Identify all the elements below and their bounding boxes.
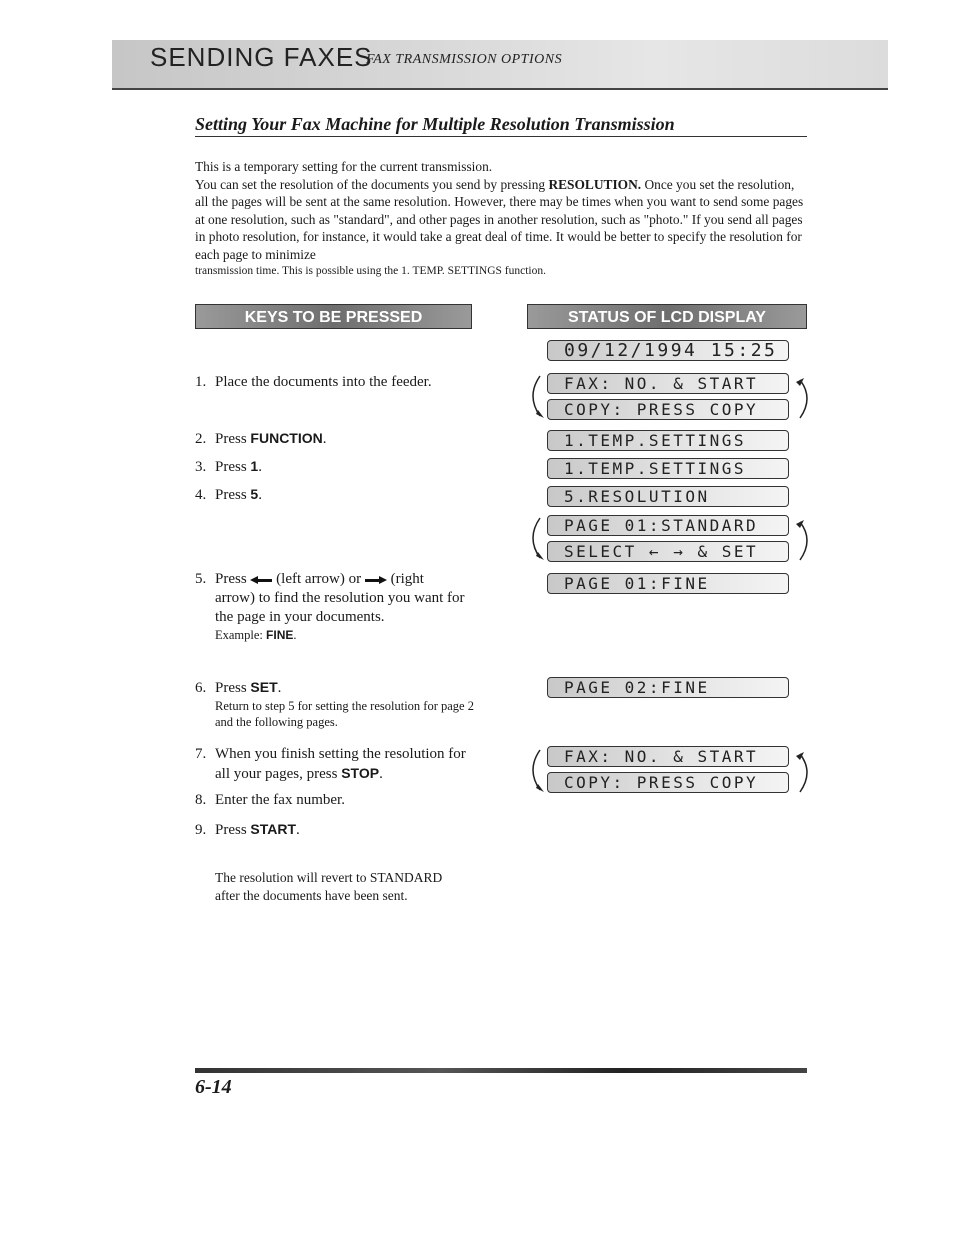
step-5-line — [195, 570, 475, 589]
step-punct: . — [258, 487, 262, 503]
resolution-key-ref: RESOLUTION. — [548, 176, 642, 192]
step-number: 6. — [195, 680, 207, 696]
chapter-subtitle: FAX TRANSMISSION OPTIONS — [366, 52, 563, 67]
step-punct: . — [258, 459, 262, 475]
step-text: Press — [215, 459, 251, 475]
step-text: Press — [215, 487, 251, 503]
step-number: 4. — [195, 487, 207, 503]
step-number: 1. — [195, 374, 207, 390]
status-column-header: STATUS OF LCD DISPLAY — [527, 304, 807, 329]
set-key: SET — [250, 679, 278, 695]
footer-rule — [195, 1068, 807, 1073]
step-8 — [195, 791, 475, 810]
step-1 — [195, 373, 475, 392]
intro-text — [195, 158, 807, 281]
step-number: 2. — [195, 431, 207, 447]
step-2 — [195, 429, 475, 449]
section-title: Setting Your Fax Machine for Multiple Resolution Transmission — [195, 114, 675, 134]
lcd-fax-no-start: FAX: NO. & START — [547, 373, 789, 394]
example-label: Example: — [215, 628, 267, 642]
step-number: 8. — [195, 792, 207, 808]
title-underline — [195, 136, 807, 137]
step-6 — [195, 678, 475, 730]
intro-p2-post: Once you set the resolution, all the pages will be sent at the same resolution. However, there may be times when you want to send some pages at one resolution, such as "standard", and other pages in another resolution, such as "photo." If you send all pages in photo resolution, for instance, it would take a great deal of time. It would be better to specify the resolution for each page to minimize — [195, 176, 804, 262]
step-5 — [195, 570, 475, 643]
key-1: 1 — [250, 458, 259, 474]
intro-small-line: transmission time. This is possible using the 1. TEMP. SETTINGS function. — [195, 265, 546, 277]
step-text: Press — [215, 680, 251, 696]
lcd-resolution: 5.RESOLUTION — [547, 486, 789, 507]
step-text: Press — [215, 571, 247, 587]
step-6-line — [195, 678, 475, 698]
step-3 — [195, 457, 475, 477]
step-text: (left arrow) or — [272, 571, 365, 587]
example-fine: FINE — [266, 628, 294, 642]
key-5: 5 — [250, 486, 259, 502]
start-key: START — [250, 821, 297, 837]
step-text: When you finish setting the resolution for all your pages, press — [215, 746, 466, 782]
step-text: Press — [215, 822, 251, 838]
chapter-title: SENDING FAXES — [150, 42, 373, 72]
step-number: 5. — [195, 571, 207, 587]
step-text: Enter the fax number. — [215, 792, 345, 808]
step-4 — [195, 485, 475, 505]
step-7 — [195, 745, 475, 784]
step-7-text — [215, 745, 475, 784]
step-9 — [195, 820, 475, 840]
lcd-page01-standard: PAGE 01:STANDARD — [547, 515, 789, 536]
step-text: Press — [215, 431, 251, 447]
intro-paragraph — [195, 176, 807, 264]
lcd-temp-settings-1: 1.TEMP.SETTINGS — [547, 430, 789, 451]
lcd-copy-press-copy-2: COPY: PRESS COPY — [547, 772, 789, 793]
left-arrow-icon — [250, 577, 272, 583]
step-number: 7. — [195, 746, 207, 762]
step-5-continuation: arrow) to find the resolution you want for the page in your documents. — [215, 590, 465, 625]
lcd-datetime: 09/12/1994 15:25 — [547, 340, 789, 361]
right-arrow-icon — [365, 577, 387, 583]
step-6-note: Return to step 5 for setting the resolution for page 2 and the following pages. — [215, 699, 474, 729]
function-key: FUNCTION — [250, 430, 323, 446]
step-punct: . — [379, 766, 383, 782]
example-punct: . — [293, 628, 297, 642]
lcd-temp-settings-2: 1.TEMP.SETTINGS — [547, 458, 789, 479]
step-number: 9. — [195, 822, 207, 838]
step-punct: . — [322, 431, 327, 447]
step-punct: . — [277, 680, 282, 696]
lcd-select-set: SELECT ← → & SET — [547, 541, 789, 562]
lcd-page01-fine: PAGE 01:FINE — [547, 573, 789, 594]
intro-p2-pre: You can set the resolution of the documents you send by pressing — [195, 176, 549, 192]
step-7-line — [195, 745, 475, 784]
intro-line-1: This is a temporary setting for the current transmission. — [195, 159, 493, 174]
step-5-example — [195, 627, 475, 643]
step-text: Place the documents into the feeder. — [215, 374, 432, 390]
step-punct: . — [296, 822, 300, 838]
lcd-page02-fine: PAGE 02:FINE — [547, 677, 789, 698]
stop-key: STOP — [341, 765, 380, 781]
revert-note — [195, 869, 465, 905]
lcd-fax-no-start-2: FAX: NO. & START — [547, 746, 789, 767]
lcd-copy-press-copy: COPY: PRESS COPY — [547, 399, 789, 420]
keys-column-header: KEYS TO BE PRESSED — [195, 304, 472, 329]
revert-note-text: The resolution will revert to STANDARD after the documents have been sent. — [215, 870, 443, 903]
step-number: 3. — [195, 459, 207, 475]
page-number: 6-14 — [195, 1076, 232, 1098]
step-text: (right — [386, 571, 424, 587]
